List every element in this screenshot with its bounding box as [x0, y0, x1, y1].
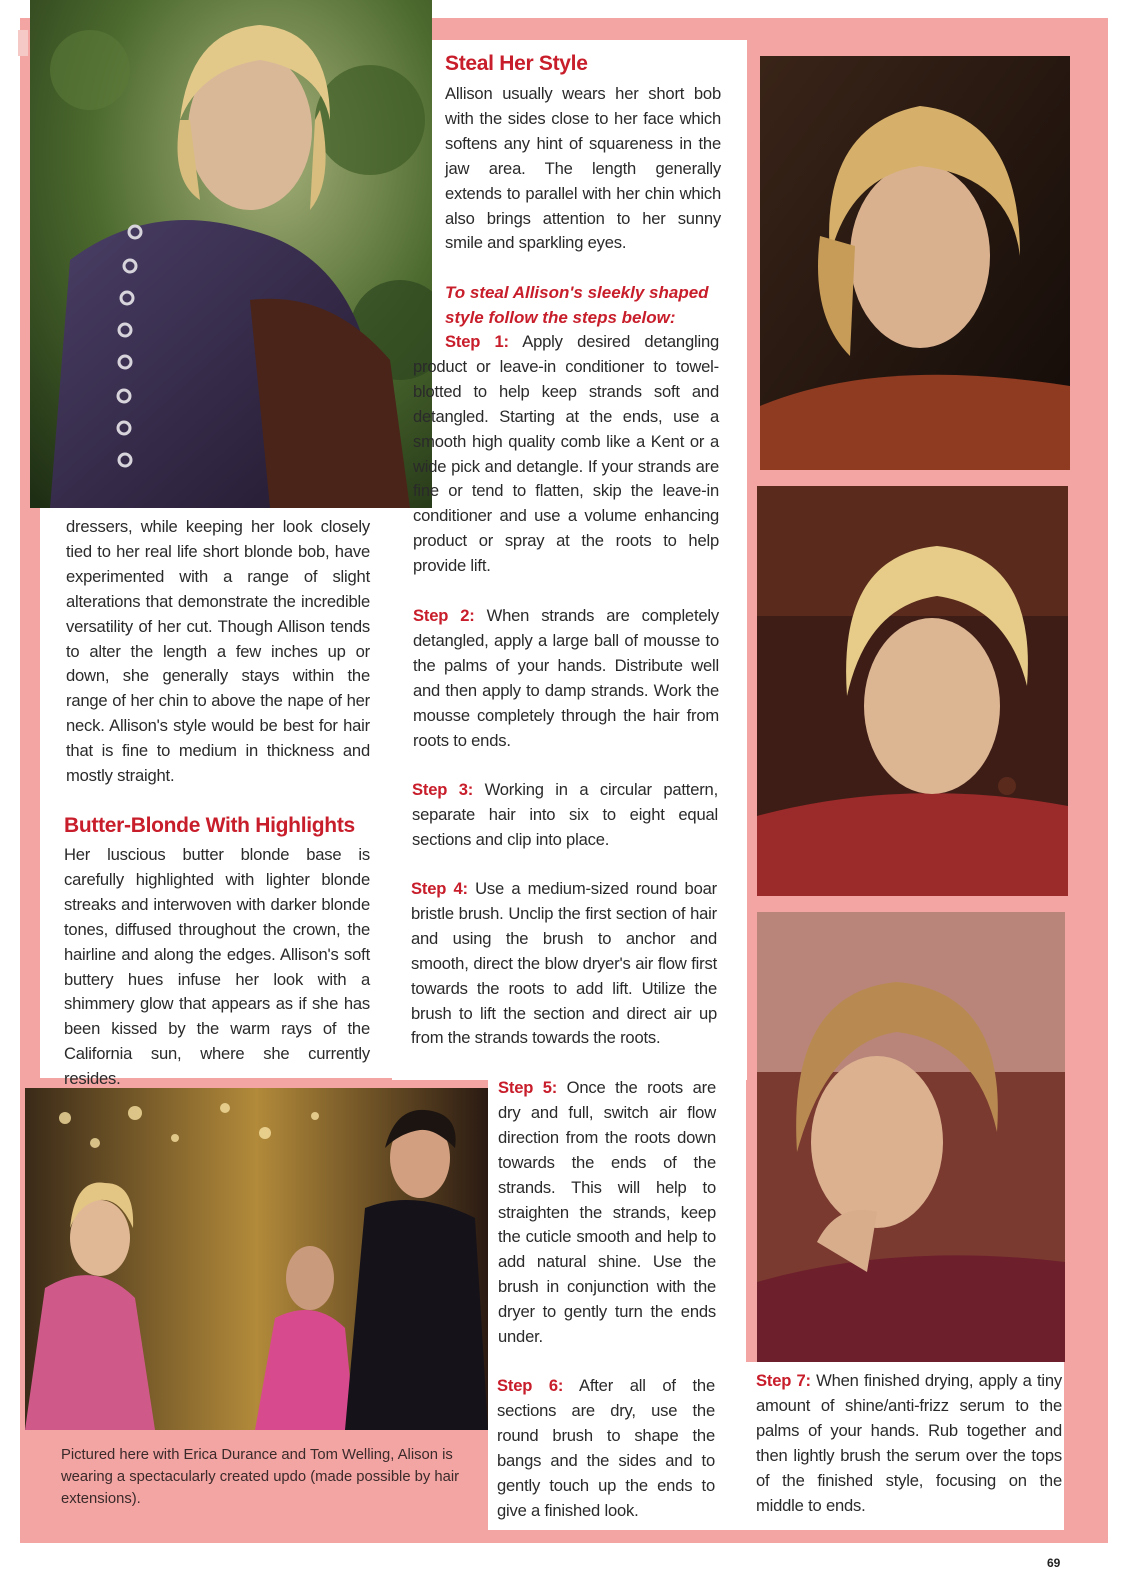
- step5-paragraph: [498, 1076, 716, 1350]
- steal-her-style-text: Allison usually wears her short bob with the sides close to her face which softens any hint of squareness in the jaw area. The length generally extends to parallel with her chin which also brings attention to her sunny smile and sparkling eyes.: [445, 84, 721, 253]
- step7-label: Step 7:: [756, 1371, 811, 1390]
- left-continued-text: dressers, while keeping her look closely tied to her real life short blonde bob, have experimented with a range of slight alterations that demonstrate the incredible versatility of her cut. Though Allison tends to alter the length a few inches up or down, she generally stays within the range of her chin to above the nape of her neck. Allison's style would be best for hair that is fine to medium in thickness and mostly straight.: [66, 517, 370, 786]
- step3-paragraph: [412, 778, 718, 853]
- party-photo-bottom-left: [25, 1088, 488, 1430]
- step7-paragraph: [756, 1369, 1062, 1518]
- step4-paragraph: [411, 877, 717, 1051]
- step7-text: When finished drying, apply a tiny amount of shine/anti-frizz serum to the palms of your hands. Rub together and then lightly brush the serum over the tops of the finished style, focusing on the middle to ends.: [756, 1371, 1062, 1515]
- page-number: 69: [1047, 1556, 1061, 1570]
- step4-text: Use a medium-sized round boar bristle brush. Unclip the first section of hair and using the brush to anchor and smooth, direct the blow dryer's air flow first towards the roots to add lift. Utilize the brush to lift the section and direct air up from the strands towards the roots.: [411, 879, 717, 1048]
- steal-her-style-heading: Steal Her Style: [445, 52, 588, 75]
- step1-paragraph: [413, 330, 719, 579]
- step1-label: Step 1:: [445, 332, 509, 351]
- step4-label: Step 4:: [411, 879, 468, 898]
- step3-label: Step 3:: [412, 780, 474, 799]
- step2-paragraph: [413, 604, 719, 753]
- butter-blonde-text: Her luscious butter blonde base is carefully highlighted with lighter blonde streaks and interwoven with darker blonde tones, diffused throughout the crown, the hairline and along the edges. Allison's soft buttery hues infuse her look with a shimmery glow that appears as if she has been kissed by the warm rays of the California sun, where she currently resides.: [64, 845, 370, 1089]
- portrait-photo-top-left: [30, 0, 432, 508]
- step2-label: Step 2:: [413, 606, 475, 625]
- step6-paragraph: [497, 1374, 715, 1523]
- step5-text: Once the roots are dry and full, switch air flow direction from the roots down towards the ends of the strands. This will help to straighten the strands, keep the cuticle smooth and help to add natural shine. Use the brush in conjunction with the dryer to gently turn the ends under.: [498, 1078, 716, 1347]
- steps-intro: To steal Allison's sleekly shaped style follow the steps below:: [445, 283, 709, 327]
- step5-label: Step 5:: [498, 1078, 558, 1097]
- photo-right-middle: [757, 486, 1068, 896]
- step6-text: After all of the sections are dry, use the round brush to shape the bangs and the sides and to gently touch up the ends to give a finished look.: [497, 1376, 715, 1520]
- butter-blonde-heading: Butter-Blonde With Highlights: [64, 814, 355, 837]
- photo-caption: Pictured here with Erica Durance and Tom Welling, Alison is wearing a spectacularly created updo (made possible by hair extensions).: [61, 1447, 460, 1507]
- step3-text: Working in a circular pattern, separate hair into six to eight equal sections and clip into place.: [412, 780, 718, 849]
- photo-right-bottom: [757, 912, 1065, 1362]
- step1-text: Apply desired detangling product or leave-in conditioner to towel-blotted to help keep strands soft and detangled. Starting at the ends, use a smooth high quality comb like a Kent or a wide pick and detangle. If your strands are fine or tend to flatten, skip the leave-in conditioner and use a volume enhancing product or spray at the roots to help provide lift.: [413, 332, 719, 576]
- step6-label: Step 6:: [497, 1376, 564, 1395]
- step2-text: When strands are completely detangled, apply a large ball of mousse to the palms of your hands. Distribute well and then apply to damp strands. Work the mousse completely through the hair from roots to ends.: [413, 606, 719, 750]
- photo-right-top: [760, 56, 1070, 470]
- left-edge-mark: [18, 30, 28, 56]
